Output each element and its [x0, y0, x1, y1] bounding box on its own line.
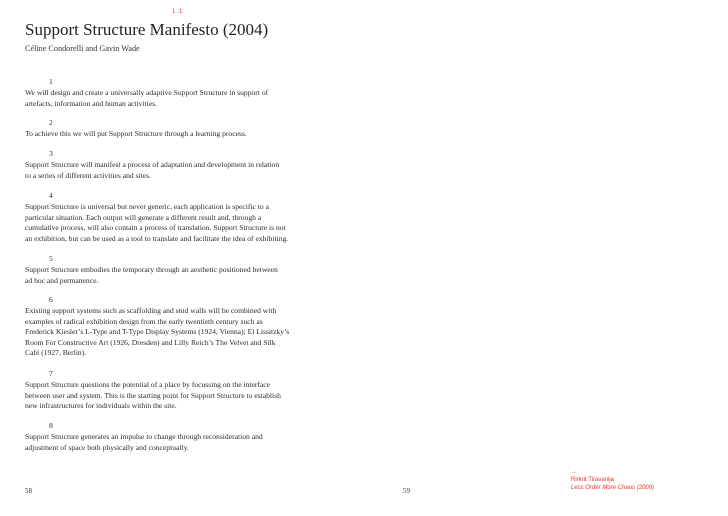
- section-number: 8: [49, 421, 53, 430]
- section-number: 1: [49, 77, 53, 86]
- section-text-line: Café (1927, Berlin).: [25, 348, 87, 357]
- left-page-number: 58: [25, 487, 32, 495]
- arrow-right-icon: →: [571, 469, 577, 475]
- section-text-line: Existing support systems such as scaffolding and stud walls will be combined with: [25, 306, 277, 315]
- section-number: 2: [49, 118, 53, 127]
- section-number: 7: [49, 369, 53, 378]
- section-text-line: an exhibition, but can be used as a tool to translate and facilitate the idea of exhibiting.: [25, 233, 289, 243]
- section-text-line: Support Structure embodies the temporary through an aesthetic positioned between: [25, 265, 278, 274]
- manifesto-section-7: [25, 369, 335, 412]
- manifesto-section-3: [25, 149, 335, 181]
- section-number: 3: [49, 149, 53, 158]
- section-text-line: particular situation. Each output will generate a different result and, through a: [25, 212, 262, 222]
- manifesto-section-2: [25, 118, 335, 140]
- sidenote-author: Rirkrit Tiravanija: [571, 477, 615, 483]
- section-text-line: To achieve this we will put Support Structure through a learning process.: [25, 129, 247, 138]
- manifesto-section-1: [25, 77, 335, 109]
- page-title: Support Structure Manifesto (2004): [25, 20, 269, 39]
- section-text-line: new infrastructures for individuals within the site.: [25, 401, 177, 410]
- section-text-line: artefacts, information and human activities.: [25, 98, 158, 108]
- section-text-line: Support Structure is universal but never generic, each application is specific to a: [25, 202, 269, 211]
- manifesto-section-6: [25, 295, 335, 359]
- chapter-marker: 1.1: [172, 9, 184, 15]
- right-page-number: 59: [403, 487, 410, 495]
- section-text-line: Room For Constructive Art (1926, Dresden) and Lilly Reich’s The Velvet and Silk: [25, 337, 276, 347]
- section-text-line: examples of radical exhibition design from the early twentieth century such as: [25, 316, 263, 326]
- section-text-line: Support Structure questions the potential of a place by focussing on the interface: [25, 380, 271, 389]
- manifesto-section-8: [25, 421, 335, 453]
- section-text-line: to a series of different activities and sites.: [25, 170, 151, 180]
- sidenote-reference[interactable]: [571, 468, 654, 492]
- authors: Céline Condorelli and Gavin Wade: [25, 44, 140, 53]
- section-text-line: ad hoc and permanence.: [25, 275, 99, 285]
- section-text-line: cumulative process, will also contain a process of translation. Support Structure is not: [25, 223, 286, 232]
- section-text-line: Frederick Kiesler’s L-Type and T-Type Display Systems (1924, Vienna); El Lissitzky’s: [25, 327, 290, 336]
- manifesto-section-5: [25, 254, 335, 286]
- section-number: 4: [49, 191, 53, 200]
- manifesto-section-4: [25, 191, 335, 244]
- section-text-line: between user and system. This is the starting point for Support Structure to establish: [25, 390, 281, 400]
- section-text-line: Support Structure will manifest a process of adaptation and development in relation: [25, 160, 280, 169]
- section-text-line: adjustment of space both physically and conceptually.: [25, 442, 189, 452]
- section-number: 6: [49, 295, 53, 304]
- section-text-line: We will design and create a universally adaptive Support Structure in support of: [25, 88, 269, 97]
- sidenote-source: Less Order More Chaos (2009): [571, 485, 655, 491]
- section-number: 5: [49, 254, 53, 263]
- section-text-line: Support Structure generates an impulse to change through reconsideration and: [25, 432, 263, 441]
